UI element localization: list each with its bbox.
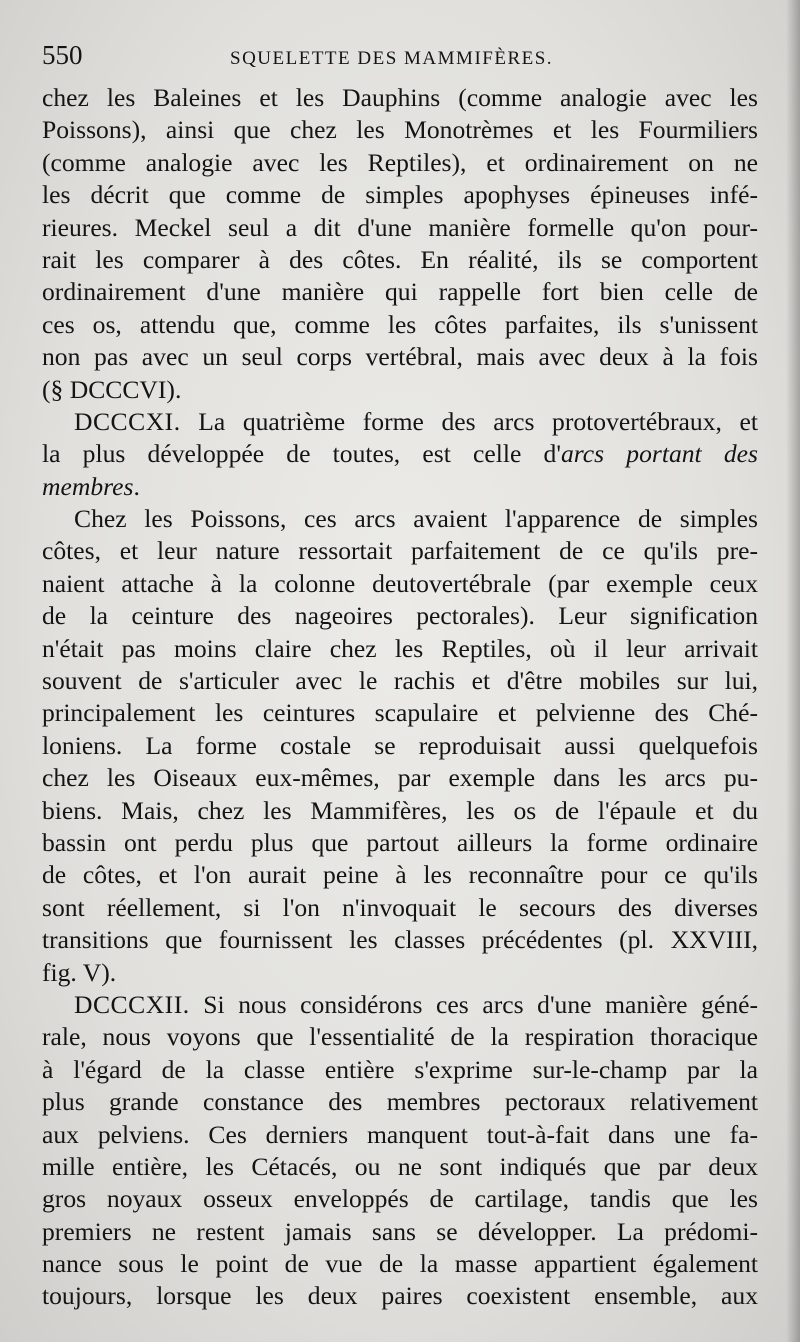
text-line: transitions que fournissent les classes précédentes (pl. XXVIII, [42,925,758,955]
text-line: principalement les ceintures scapulaire et pelvienne des Ché- [42,698,758,728]
body-text [42,82,758,1313]
text-line: la plus développée de toutes, est celle d'arcs portant des [42,439,758,469]
text-line: souvent de s'articuler avec le rachis et d'être mobiles sur lui, [42,666,758,696]
italic-term: membres [42,471,134,501]
text-line: les décrit que comme de simples apophyses épineuses infé- [42,180,758,210]
text-line: Poissons), ainsi que chez les Monotrèmes et les Fourmiliers [42,115,758,145]
text-line: de côtes, et l'on aurait peine à les reconnaître pour ce qu'ils [42,860,758,890]
text-line: rieures. Meckel seul a dit d'une manière formelle qu'on pour- [42,212,758,242]
page-number: 550 [42,40,83,70]
text-line: nance sous le point de vue de la masse appartient également [42,1249,758,1279]
running-title: SQUELETTE DES MAMMIFÈRES. [230,48,554,69]
text-line: biens. Mais, chez les Mammifères, les os de l'épaule et du [42,795,758,825]
page-header [42,40,758,80]
text-line: non pas avec un seul corps vertébral, mais avec deux à la fois [42,342,758,372]
text-line: (comme analogie avec les Reptiles), et ordinairement on ne [42,147,758,177]
text-line: côtes, et leur nature ressortait parfaitement de ce qu'ils pre- [42,536,758,566]
text-line: chez les Oiseaux eux-mêmes, par exemple dans les arcs pu- [42,763,758,793]
text-line: (§ DCCCVI). [42,374,182,404]
section-start-line: DCCCXII. Si nous considérons ces arcs d'une manière géné- [74,989,758,1019]
text-line: naient attache à la colonne deutovertébrale (par exemple ceux [42,568,758,598]
text-line: toujours, lorsque les deux paires coexistent ensemble, aux [42,1281,758,1311]
text-line: chez les Baleines et les Dauphins (comme analogie avec les [42,83,758,112]
text-line: loniens. La forme costale se reproduisait aussi quelquefois [42,730,758,760]
paragraph-start-line: Chez les Poissons, ces arcs avaient l'apparence de simples [74,504,758,534]
section-start-line: DCCCXI. La quatrième forme des arcs protovertébraux, et [74,406,758,436]
text-line: sont réellement, si l'on n'invoquait le secours des diverses [42,892,758,922]
page-gutter-shadow [786,0,800,1342]
text-line: plus grande constance des membres pectoraux relativement [42,1087,758,1117]
text-line: de la ceinture des nageoires pectorales). Leur signification [42,601,758,631]
text-line: ordinairement d'une manière qui rappelle fort bien celle de [42,277,758,307]
text-line: rait les comparer à des côtes. En réalité, ils se comportent [42,244,758,274]
text-line: fig. V). [42,957,117,987]
text-line: bassin ont perdu plus que partout ailleurs la forme ordinaire [42,827,758,857]
section-number: DCCCXII. [74,989,190,1019]
text-line: premiers ne restent jamais sans se développer. La prédomi- [42,1216,758,1246]
text-line: gros noyaux osseux enveloppés de cartilage, tandis que les [42,1184,758,1214]
text-line: aux pelviens. Ces derniers manquent tout-à-fait dans une fa- [42,1119,758,1149]
text-line: membres. [42,471,140,501]
section-number: DCCCXI. [74,406,181,436]
text-line: n'était pas moins claire chez les Reptiles, où il leur arrivait [42,633,758,663]
text-line: rale, nous voyons que l'essentialité de la respiration thoracique [42,1022,758,1052]
italic-term: arcs portant des [560,439,758,469]
text-line: ces os, attendu que, comme les côtes parfaites, ils s'unissent [42,309,758,339]
text-line: mille entière, les Cétacés, ou ne sont indiqués que par deux [42,1151,758,1181]
text-line: à l'égard de la classe entière s'exprime sur-le-champ par la [42,1054,758,1084]
